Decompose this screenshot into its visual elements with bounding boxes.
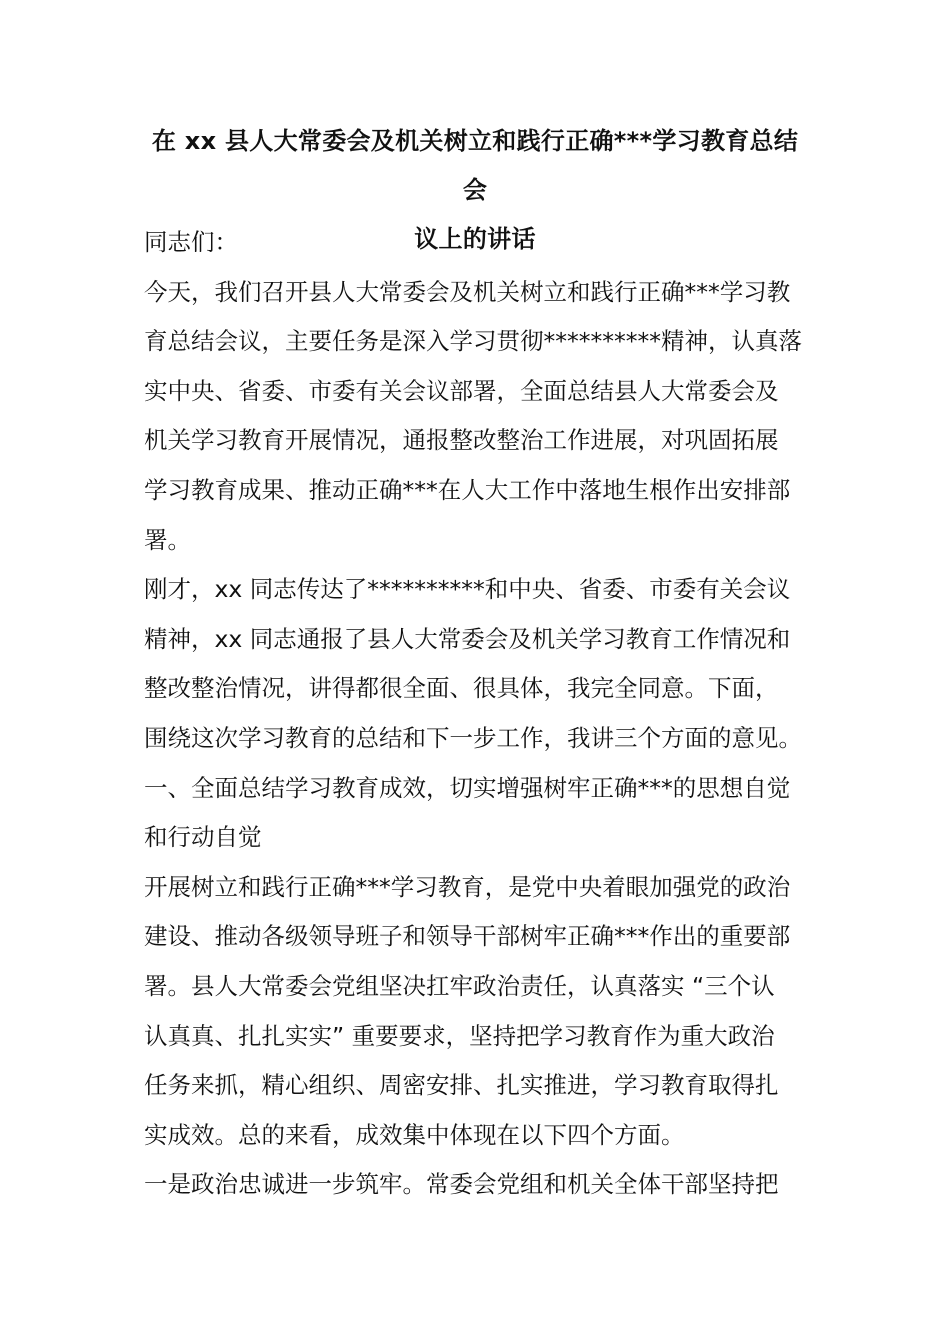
body-line: 育总结会议，主要任务是深入学习贯彻**********精神，认真落	[144, 327, 802, 356]
body-line: 认真真、扎扎实实” 重要要求，坚持把学习教育作为重大政治	[144, 1021, 775, 1050]
body-line: 实中央、省委、市委有关会议部署，全面总结县人大常委会及	[144, 376, 779, 405]
body-line: 一是政治忠诚进一步筑牢。常委会党组和机关全体干部坚持把	[144, 1170, 779, 1199]
document-body	[144, 218, 806, 1210]
section-heading-line: 一、全面总结学习教育成效，切实增强树牢正确***的思想自觉	[144, 773, 791, 802]
salutation: 同志们：	[144, 228, 238, 256]
body-line: 建设、推动各级领导班子和领导干部树牢正确***作出的重要部	[144, 922, 791, 951]
body-line: 署。	[144, 525, 191, 554]
body-line: 围绕这次学习教育的总结和下一步工作，我讲三个方面的意见。	[144, 723, 802, 752]
body-line: 学习教育成果、推动正确***在人大工作中落地生根作出安排部	[144, 475, 791, 504]
section-heading-line: 和行动自觉	[144, 823, 262, 852]
body-line: 任务来抓，精心组织、周密安排、扎实推进，学习教育取得扎	[144, 1071, 779, 1100]
title-line-1: 在 xx 县人大常委会及机关树立和践行正确***学习教育总结会	[151, 127, 799, 204]
body-line: 署。县人大常委会党组坚决扛牢政治责任，认真落实 “三个认	[144, 971, 775, 1000]
body-line: 整改整治情况，讲得都很全面、很具体，我完全同意。下面，	[144, 674, 779, 703]
body-line: 刚才，xx 同志传达了**********和中央、省委、市委有关会议	[144, 575, 791, 604]
body-line: 实成效。总的来看，成效集中体现在以下四个方面。	[144, 1120, 685, 1149]
body-line: 精神，xx 同志通报了县人大常委会及机关学习教育工作情况和	[144, 624, 791, 653]
body-line: 今天，我们召开县人大常委会及机关树立和践行正确***学习教	[144, 277, 791, 306]
title-line-2: 议上的讲话	[414, 225, 536, 253]
body-line: 开展树立和践行正确***学习教育，是党中央着眼加强党的政治	[144, 872, 791, 901]
body-line: 机关学习教育开展情况，通报整改整治工作进展，对巩固拓展	[144, 426, 779, 455]
